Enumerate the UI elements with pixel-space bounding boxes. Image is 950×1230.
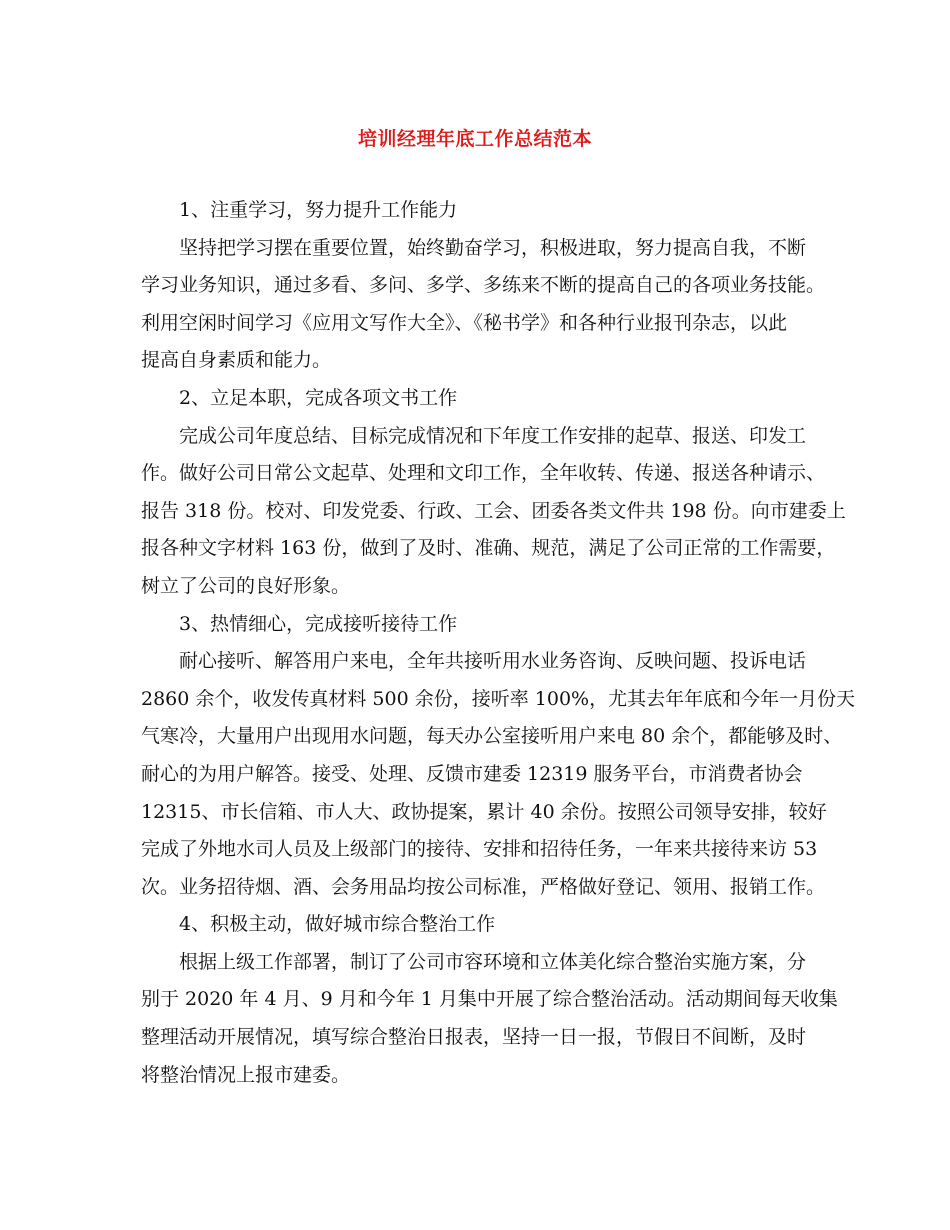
body-line: 将整治情况上报市建委。	[141, 1063, 351, 1086]
body-line: 次。业务招待烟、酒、会务用品均按公司标准，严格做好登记、领用、报销工作。	[141, 875, 826, 898]
body-line: 3、热情细心，完成接听接待工作	[179, 612, 458, 635]
body-line: 坚持把学习摆在重要位置，始终勤奋学习，积极进取，努力提高自我，不断	[179, 236, 807, 259]
body-line: 耐心的为用户解答。接受、处理、反馈市建委 12319 服务平台，市消费者协会	[141, 762, 803, 785]
body-line: 完成了外地水司人员及上级部门的接待、安排和招待任务，一年来共接待来访 53	[141, 838, 818, 861]
body-line: 4、积极主动，做好城市综合整治工作	[179, 913, 496, 936]
body-line: 完成公司年度总结、目标完成情况和下年度工作安排的起草、报送、印发工	[179, 424, 807, 447]
body-line: 2、立足本职，完成各项文书工作	[179, 386, 458, 409]
body-line: 气寒冷，大量用户出现用水问题，每天办公室接听用户来电 80 余个，都能够及时、	[141, 725, 843, 748]
body-line: 别于 2020 年 4 月、9 月和今年 1 月集中开展了综合整治活动。活动期间每天收集	[141, 988, 838, 1011]
body-line: 2860 余个，收发传真材料 500 余份，接听率 100%，尤其去年年底和今年一月份天	[141, 687, 856, 710]
body-line: 整理活动开展情况，填写综合整治日报表，坚持一日一报，节假日不间断，及时	[141, 1026, 807, 1049]
body-line: 学习业务知识，通过多看、多问、多学、多练来不断的提高自己的各项业务技能。	[141, 274, 826, 297]
body-line: 12315、市长信箱、市人大、政协提案，累计 40 余份。按照公司领导安排，较好	[141, 800, 827, 823]
body-line: 根据上级工作部署，制订了公司市容环境和立体美化综合整治实施方案，分	[179, 950, 807, 973]
body-line: 报告 318 份。校对、印发党委、行政、工会、团委各类文件共 198 份。向市建委上	[141, 499, 846, 522]
body-line: 耐心接听、解答用户来电，全年共接听用水业务咨询、反映问题、投诉电话	[179, 650, 807, 673]
body-line: 报各种文字材料 163 份，做到了及时、准确、规范，满足了公司正常的工作需要，	[141, 537, 836, 560]
document-body	[141, 192, 856, 1094]
body-line: 利用空闲时间学习《应用文写作大全》、《秘书学》和各种行业报刊杂志，以此	[141, 311, 788, 334]
body-line: 1、注重学习，努力提升工作能力	[179, 199, 458, 221]
body-line: 树立了公司的良好形象。	[141, 574, 351, 597]
document-title: 培训经理年底工作总结范本	[357, 128, 592, 150]
body-line: 作。做好公司日常公文起草、处理和文印工作，全年收转、传递、报送各种请示、	[141, 462, 826, 485]
body-line: 提高自身素质和能力。	[141, 349, 332, 372]
